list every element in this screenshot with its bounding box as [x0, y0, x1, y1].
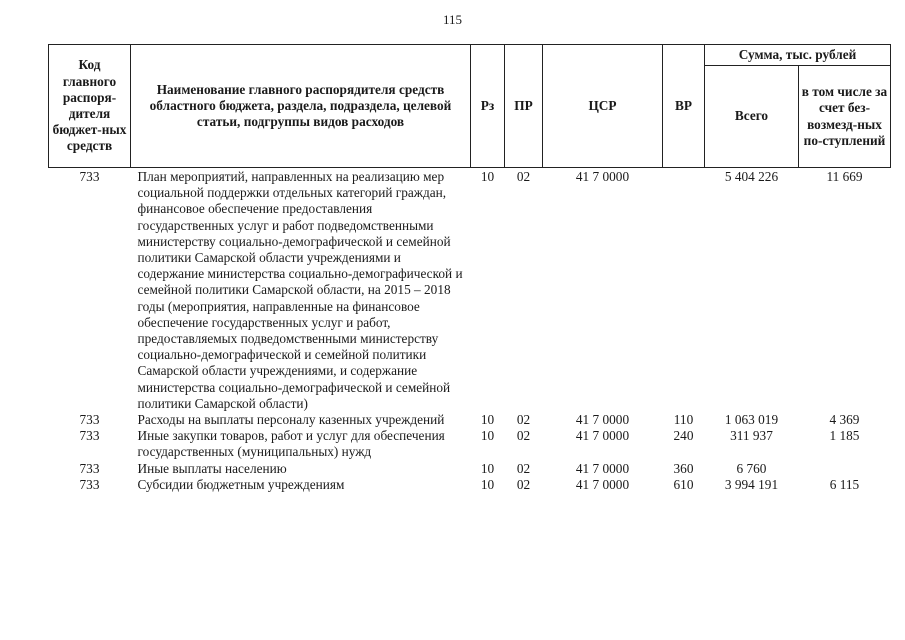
- cell-total: 5 404 226: [724, 169, 779, 184]
- cell-csr: 41 7 0000: [575, 476, 630, 492]
- page-number: 115: [442, 12, 463, 27]
- cell-vr: 110: [673, 412, 694, 428]
- cell-name: Субсидии бюджетным учреждениям: [137, 476, 345, 492]
- cell-total: 1 063 019: [724, 412, 779, 428]
- header-rz: Рз: [471, 45, 505, 168]
- cell-free: 11 669: [826, 169, 863, 184]
- cell-csr: 41 7 0000: [575, 428, 630, 444]
- header-code: Код главного распоря-дителя бюджет-ных средств: [49, 45, 131, 168]
- table-header: [49, 45, 891, 168]
- cell-vr: 610: [673, 476, 694, 492]
- header-sum: Сумма, тыс. рублей: [705, 45, 891, 66]
- cell-rz: 10: [480, 169, 495, 184]
- cell-total: 3 994 191: [724, 476, 779, 492]
- cell-csr: 41 7 0000: [575, 460, 630, 476]
- header-free: в том числе за счет без-возмезд-ных по-ступлений: [799, 66, 891, 168]
- table-body: [49, 168, 891, 494]
- cell-rz: 10: [480, 428, 495, 444]
- table-row: [49, 168, 891, 413]
- header-total: Всего: [705, 66, 799, 168]
- table-row: [49, 477, 891, 493]
- table-row: [49, 412, 891, 428]
- header-name: Наименование главного распорядителя средств областного бюджета, раздела, подраздела, целевой статьи, подгруппы видов расходов: [131, 45, 471, 168]
- cell-pr: 02: [516, 460, 531, 476]
- cell-code: 733: [79, 428, 100, 444]
- cell-code: 733: [79, 412, 100, 428]
- table-row: [49, 461, 891, 477]
- cell-rz: 10: [480, 476, 495, 492]
- cell-vr: 360: [673, 460, 694, 476]
- table-row: [49, 428, 891, 460]
- cell-code: 733: [79, 460, 100, 476]
- cell-csr: 41 7 0000: [575, 169, 630, 184]
- cell-vr: [663, 168, 705, 413]
- cell-name: План мероприятий, направленных на реализацию мер социальной поддержки отдельных категорий граждан, финансовое обеспечение предоставления государственных услуг и работ подведомственными министерству социально-демографической и семейной политики Самарской области учреждениями и содержание министерства социально-демографической и семейной политики Самарской области, на 2015 – 2018 годы (мероприятия, направленные на финансовое обеспечение государственных услуг и работ, предоставляемых подведомственными министерству социально-демографической и семейной политики Самарской области учреждениями, и содержание министерства социально-демографической и семейной политики Самарской области): [137, 169, 463, 411]
- cell-free: [799, 461, 891, 477]
- cell-free: 4 369: [829, 412, 860, 428]
- header-pr: ПР: [505, 45, 543, 168]
- cell-rz: 10: [480, 412, 495, 428]
- header-csr: ЦСР: [543, 45, 663, 168]
- cell-pr: 02: [516, 169, 531, 184]
- cell-name: Иные закупки товаров, работ и услуг для обеспечения государственных (муниципальных) нужд: [137, 428, 445, 460]
- cell-csr: 41 7 0000: [575, 412, 630, 428]
- cell-code: 733: [79, 169, 100, 184]
- cell-pr: 02: [516, 476, 531, 492]
- header-vr: ВР: [663, 45, 705, 168]
- cell-rz: 10: [480, 460, 495, 476]
- cell-name: Расходы на выплаты персоналу казенных учреждений: [137, 412, 445, 428]
- cell-name: Иные выплаты населению: [137, 460, 287, 476]
- cell-free: 6 115: [829, 476, 860, 492]
- cell-free: 1 185: [829, 428, 860, 444]
- cell-pr: 02: [516, 428, 531, 444]
- cell-total: 311 937: [730, 428, 773, 444]
- cell-vr: 240: [673, 428, 694, 444]
- budget-table: [48, 44, 891, 493]
- cell-code: 733: [79, 476, 100, 492]
- cell-total: 6 760: [736, 460, 767, 476]
- cell-pr: 02: [516, 412, 531, 428]
